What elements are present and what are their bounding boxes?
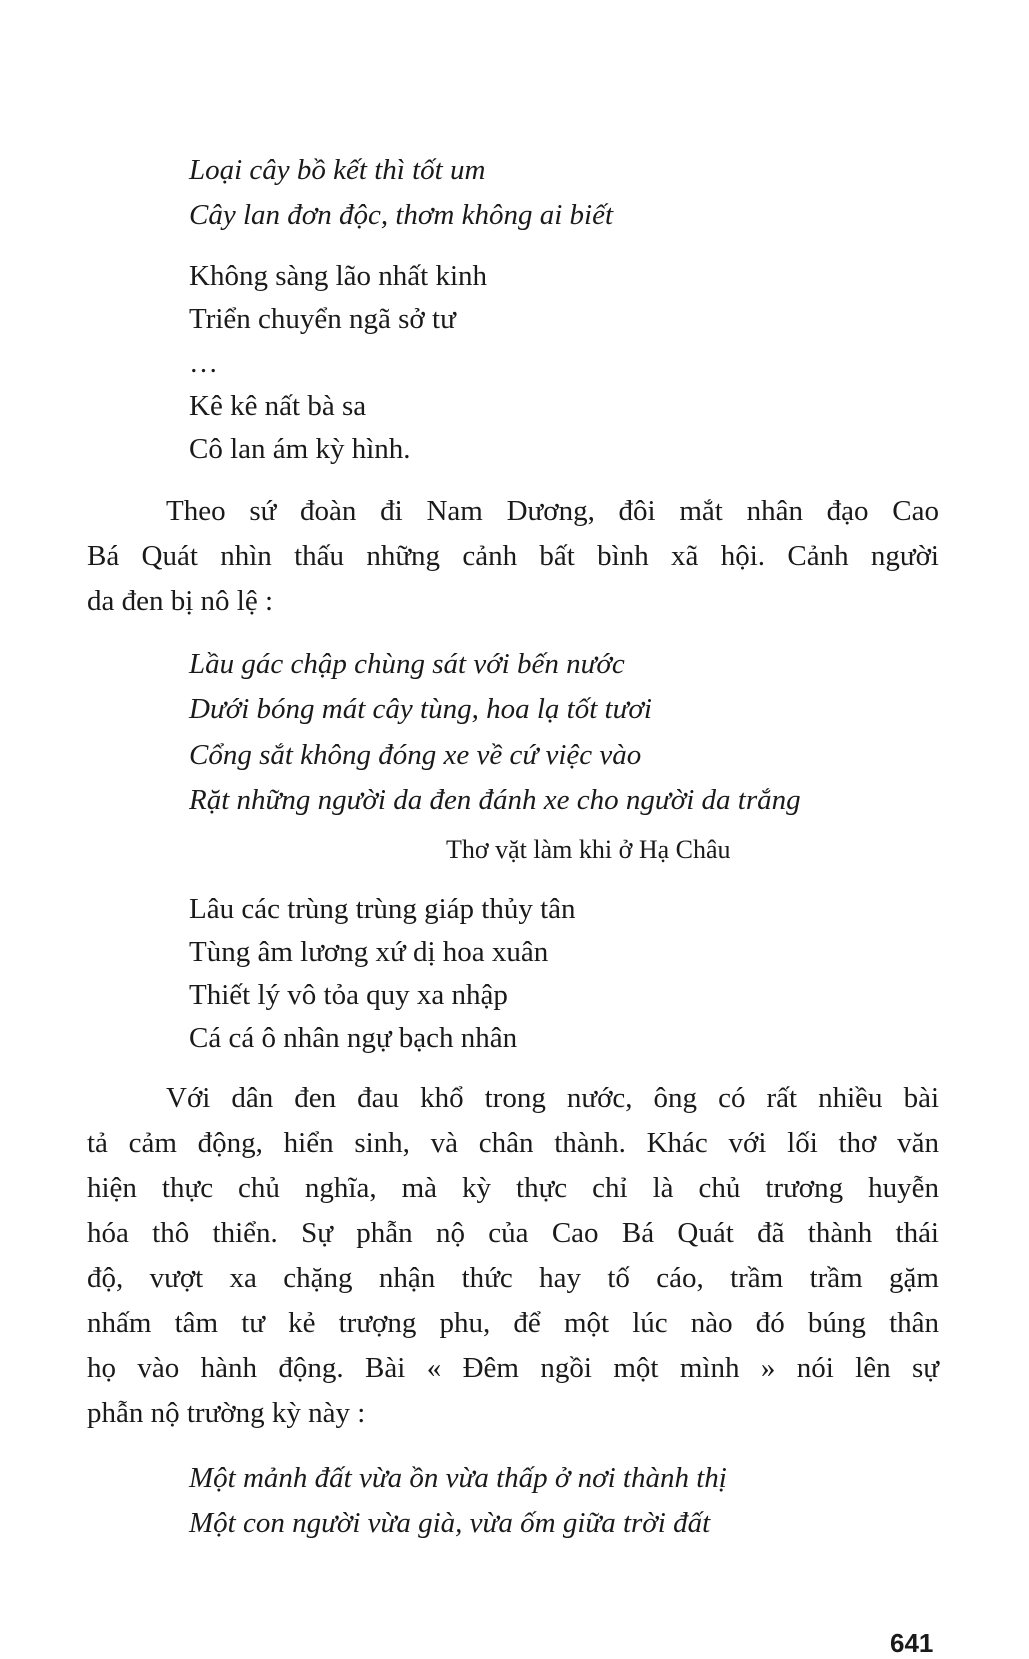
para1-line-2: Bá Quát nhìn thấu những cảnh bất bình xã hội. Cảnh người — [87, 540, 939, 572]
verse2-line-1: Lầu gác chập chùng sát với bến nước — [189, 648, 625, 680]
verse1-han-line-1: Không sàng lão nhất kinh — [189, 260, 488, 292]
verse1-han-line-3: Kê kê nất bà sa — [189, 390, 367, 422]
para2-line-8: phẫn nộ trường kỳ này : — [87, 1397, 366, 1429]
verse1-line-2: Cây lan đơn độc, thơm không ai biết — [189, 199, 614, 231]
verse1-line-1: Loại cây bồ kết thì tốt um — [189, 154, 486, 186]
para1-line-1: Theo sứ đoàn đi Nam Dương, đôi mắt nhân đạo Cao — [166, 495, 939, 527]
verse3-line-2: Một con người vừa già, vừa ốm giữa trời đất — [189, 1507, 711, 1539]
para2-line-3: hiện thực chủ nghĩa, mà kỳ thực chỉ là chủ trương huyễn — [87, 1172, 939, 1204]
verse2-han-line-1: Lâu các trùng trùng giáp thủy tân — [189, 893, 576, 925]
para2-line-2: tả cảm động, hiển sinh, và chân thành. Khác với lối thơ văn — [87, 1127, 939, 1159]
para2-line-5: độ, vượt xa chặng nhận thức hay tố cáo, trầm trầm gặm — [87, 1262, 939, 1294]
verse2-han-line-4: Cá cá ô nhân ngự bạch nhân — [189, 1022, 518, 1054]
para1-line-3: da đen bị nô lệ : — [87, 585, 274, 617]
para2-line-1: Với dân đen đau khổ trong nước, ông có rất nhiều bài — [166, 1082, 939, 1114]
para2-line-6: nhấm tâm tư kẻ trượng phu, để một lúc nào đó búng thân — [87, 1307, 939, 1339]
verse2-line-2: Dưới bóng mát cây tùng, hoa lạ tốt tươi — [189, 693, 652, 725]
page-number: 641 — [890, 1628, 934, 1658]
verse1-han-line-2: Triển chuyển ngã sở tư — [189, 303, 456, 335]
para2-line-7: họ vào hành động. Bài « Đêm ngồi một mình » nói lên sự — [87, 1352, 939, 1384]
verse2-han-line-3: Thiết lý vô tỏa quy xa nhập — [189, 979, 508, 1011]
verse1-han-line-4: Cô lan ám kỳ hình. — [189, 433, 411, 465]
verse3-line-1: Một mảnh đất vừa ồn vừa thấp ở nơi thành thị — [189, 1462, 727, 1494]
verse2-line-3: Cổng sắt không đóng xe về cứ việc vào — [189, 739, 642, 771]
verse2-line-4: Rặt những người da đen đánh xe cho người da trắng — [189, 784, 801, 816]
para2-line-4: hóa thô thiển. Sự phẫn nộ của Cao Bá Quát đã thành thái — [87, 1217, 939, 1249]
verse2-han-line-2: Tùng âm lương xứ dị hoa xuân — [189, 936, 549, 968]
verse2-caption: Thơ vặt làm khi ở Hạ Châu — [446, 835, 731, 864]
verse1-han-ellipsis: … — [189, 347, 218, 379]
